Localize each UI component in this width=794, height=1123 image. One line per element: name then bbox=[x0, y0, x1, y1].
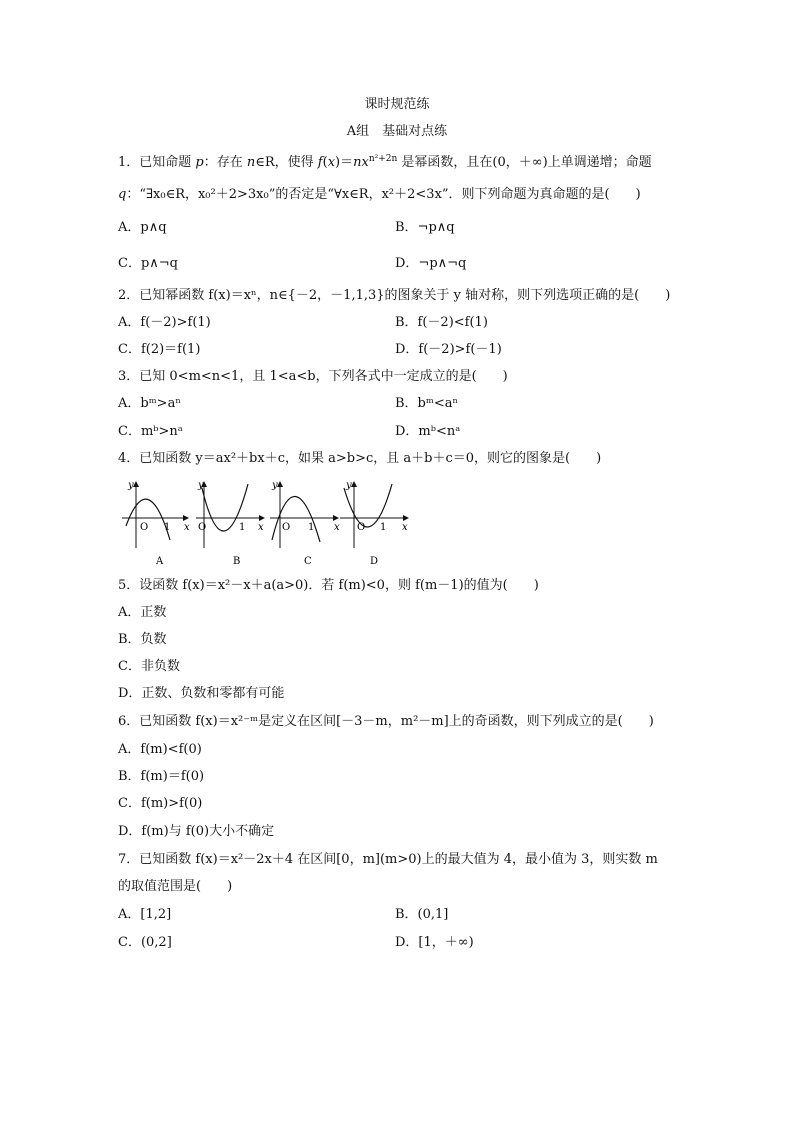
q3-option-d: D．mᵇ<nᵃ bbox=[395, 424, 461, 439]
q7-option-a: A．[1,2] bbox=[118, 907, 172, 922]
x-axis-label: x bbox=[334, 522, 340, 533]
graph-label-c: C bbox=[304, 556, 312, 567]
q5-option-a: A．正数 bbox=[118, 605, 167, 620]
y-axis-label: y bbox=[198, 480, 204, 491]
q3-option-c: C．mᵇ>nᵃ bbox=[118, 424, 183, 439]
one-label: 1 bbox=[308, 522, 315, 533]
q1-option-b: B．¬p∧q bbox=[395, 220, 455, 235]
q5-option-d: D．正数、负数和零都有可能 bbox=[118, 686, 285, 701]
q7-option-d: D．[1，＋∞) bbox=[395, 935, 474, 950]
y-axis-label: y bbox=[272, 480, 278, 491]
q2-option-d: D．f(－2)>f(－1) bbox=[395, 342, 502, 357]
q7-option-b: B．(0,1] bbox=[395, 907, 449, 922]
one-label: 1 bbox=[239, 522, 246, 533]
origin-label: O bbox=[357, 522, 366, 533]
graph-label-a: A bbox=[156, 556, 164, 567]
one-label: 1 bbox=[380, 522, 387, 533]
q5-stem: 5．设函数 f(x)＝x²－x＋a(a>0)．若 f(m)<0，则 f(m－1)的值为( ) bbox=[118, 578, 539, 593]
x-axis-label: x bbox=[402, 522, 408, 533]
q3-stem: 3．已知 0<m<n<1，且 1<a<b，下列各式中一定成立的是( ) bbox=[118, 369, 508, 384]
q1-option-a: A．p∧q bbox=[118, 220, 167, 235]
q2-option-a: A．f(－2)>f(1) bbox=[118, 315, 211, 330]
q1-option-d: D．¬p∧¬q bbox=[395, 256, 467, 271]
q6-option-c: C．f(m)>f(0) bbox=[118, 796, 203, 811]
x-axis-label: x bbox=[184, 522, 190, 533]
q1-option-c: C．p∧¬q bbox=[118, 256, 178, 271]
q5-option-b: B．负数 bbox=[118, 632, 167, 647]
q7-line2: 的取值范围是( ) bbox=[118, 879, 233, 894]
q6-option-d: D．f(m)与 f(0)大小不确定 bbox=[118, 824, 275, 839]
exponent: n²+2n bbox=[368, 154, 398, 164]
q6-option-b: B．f(m)＝f(0) bbox=[118, 769, 205, 784]
x-axis-label: x bbox=[258, 522, 264, 533]
q5-option-c: C．非负数 bbox=[118, 659, 180, 674]
q3-option-b: B．bᵐ<aⁿ bbox=[395, 396, 459, 411]
q4-graph-options bbox=[118, 476, 418, 568]
origin-label: O bbox=[140, 522, 149, 533]
q2-stem: 2．已知幂函数 f(x)＝xⁿ，n∈{－2，－1,1,3}的图象关于 y 轴对称，则下列选项正确的是( ) bbox=[118, 288, 671, 303]
q7-option-c: C．(0,2] bbox=[118, 935, 172, 950]
q4-stem: 4．已知函数 y＝ax²＋bx＋c，如果 a>b>c，且 a＋b＋c＝0，则它的图象是( ) bbox=[118, 451, 602, 466]
one-label: 1 bbox=[164, 522, 171, 533]
graph-label-d: D bbox=[370, 556, 379, 567]
origin-label: O bbox=[282, 522, 291, 533]
q1-line2: q：“∃x₀∈R，x₀²＋2>3x₀”的否定是“∀x∈R，x²＋2<3x”．则下列命题为真命题的是( ) bbox=[118, 187, 641, 202]
q2-option-c: C．f(2)＝f(1) bbox=[118, 342, 201, 357]
y-axis-label: y bbox=[128, 480, 134, 491]
graph-b bbox=[196, 480, 264, 567]
page-title: 课时规范练 bbox=[364, 97, 430, 112]
graph-d bbox=[340, 480, 408, 567]
graph-a bbox=[122, 480, 190, 567]
q2-option-b: B．f(－2)<f(1) bbox=[395, 315, 488, 330]
q3-option-a: A．bᵐ>aⁿ bbox=[118, 396, 181, 411]
q7-line1: 7．已知函数 f(x)＝x²－2x＋4 在区间[0，m](m>0)上的最大值为 4，最小值为 3，则实数 m bbox=[118, 852, 658, 867]
q1-line1: 1．已知命题 p：存在 n∈R，使得 $f(x)=nx^{n^2+2n}$ 是幂函数，且在(0，＋∞)上单调递增；命题 bbox=[118, 154, 652, 170]
y-axis-label: y bbox=[346, 480, 352, 491]
q6-stem: 6．已知函数 f(x)＝x²⁻ᵐ是定义在区间[－3－m，m²－m]上的奇函数，则下列成立的是( ) bbox=[118, 714, 654, 729]
graph-label-b: B bbox=[233, 556, 241, 567]
q6-option-a: A．f(m)<f(0) bbox=[118, 742, 202, 757]
section-heading: A组 基础对点练 bbox=[346, 124, 448, 139]
graph-c bbox=[270, 480, 340, 567]
origin-label: O bbox=[198, 522, 207, 533]
